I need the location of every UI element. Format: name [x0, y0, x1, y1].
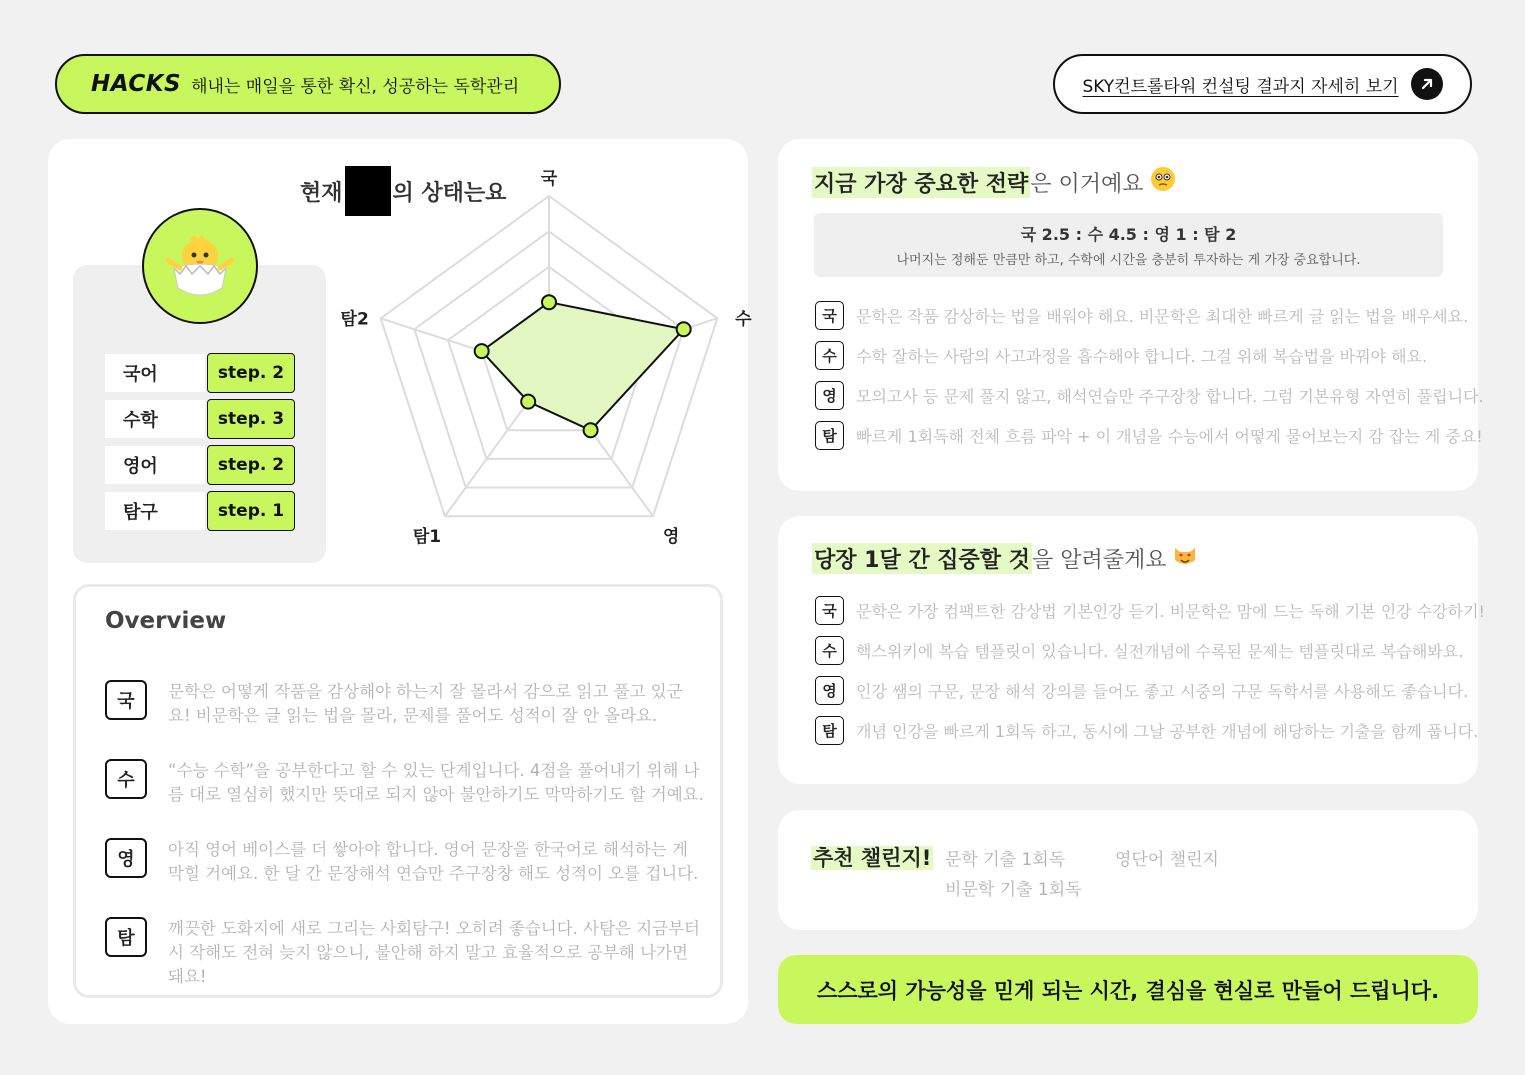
- heart-eyes-cat-icon: [1172, 542, 1198, 574]
- step-badge: step. 2: [207, 353, 295, 393]
- step-badge: step. 1: [207, 491, 295, 531]
- brand-logo: HACKS: [91, 71, 182, 97]
- arrow-up-right-icon[interactable]: [1411, 68, 1443, 100]
- challenge-item[interactable]: 문학 기출 1회독: [945, 850, 1066, 870]
- subject-label: 영어: [105, 446, 205, 484]
- status-title-prefix: 현재: [300, 180, 343, 206]
- strategy-text: 수학 잘하는 사람의 사고과정을 흡수해야 합니다. 그걸 위해 복습법을 바꿔야 해요.: [856, 347, 1428, 366]
- radar-series-area: [482, 302, 684, 430]
- subject-tag: 국: [815, 301, 844, 330]
- radar-point-국: [542, 295, 556, 309]
- strategy-item-inquiry: [815, 421, 1483, 450]
- chick-avatar: [142, 208, 258, 324]
- radar-point-탐2: [475, 344, 489, 358]
- radar-axis-label: 영: [662, 527, 680, 548]
- cta-text[interactable]: 스스로의 가능성을 믿게 되는 시간, 결심을 현실로 만들어 드립니다.: [816, 978, 1440, 1003]
- subject-label: 탐구: [105, 492, 205, 530]
- subject-tag: 영: [815, 676, 844, 705]
- consulting-link-label[interactable]: SKY컨트롤타워 컨설팅 결과지 자세히 보기: [1082, 76, 1399, 97]
- thinking-face-icon: [1150, 166, 1176, 198]
- brand-tagline: 해내는 매일을 통한 확신, 성공하는 독학관리: [191, 76, 520, 97]
- radar-point-영: [584, 423, 598, 437]
- radar-point-수: [677, 322, 691, 336]
- subject-tag: 탐: [105, 917, 147, 957]
- strategy-title-highlight: 지금 가장 중요한 전략: [812, 167, 1030, 198]
- radar-axis-label: 탐2: [340, 309, 369, 330]
- overview-title: Overview: [105, 608, 227, 634]
- strategy-title: [812, 166, 1176, 198]
- consulting-result-link[interactable]: [1053, 54, 1472, 114]
- focus-title: [812, 542, 1198, 574]
- focus-title-highlight: 당장 1달 간 집중할 것: [812, 543, 1032, 574]
- subject-tag: 수: [105, 759, 147, 799]
- focus-item-inquiry: [815, 716, 1478, 745]
- brand-banner: [55, 54, 561, 114]
- cta-banner[interactable]: [778, 955, 1478, 1024]
- focus-title-rest: 을 알려줄게요: [1031, 547, 1167, 573]
- overview-text: 깨끗한 도화지에 새로 그리는 사회탐구! 오히려 좋습니다. 사탐은 지금부터 시 작해도 전혀 늦지 않으니, 불안해 하지 말고 효율적으로 공부해 나가면 돼요!: [168, 919, 700, 986]
- focus-text: 문학은 가장 컴팩트한 감상법 기본인강 듣기. 비문학은 맘에 드는 독해 기본 인강 수강하기!: [856, 602, 1485, 621]
- study-ratio-note: 나머지는 정해둔 만큼만 하고, 수학에 시간을 충분히 투자하는 게 가장 중요합니다.: [896, 253, 1361, 268]
- challenge-label: [811, 842, 933, 872]
- overview-item-inquiry: [105, 917, 705, 989]
- step-row-english: [105, 445, 295, 485]
- study-ratio-box: [814, 213, 1443, 277]
- step-badge: step. 3: [207, 399, 295, 439]
- subject-tag: 탐: [815, 421, 844, 450]
- step-badge: step. 2: [207, 445, 295, 485]
- step-row-math: [105, 399, 295, 439]
- focus-item-korean: [815, 596, 1485, 625]
- strategy-text: 문학은 작품 감상하는 법을 배워야 해요. 비문학은 최대한 빠르게 글 읽는 법을 배우세요.: [856, 307, 1469, 326]
- strategy-text: 빠르게 1회독해 전체 흐름 파악 + 이 개념을 수능에서 어떻게 물어보는지 감 잡는 게 중요!: [856, 427, 1483, 446]
- overview-item-english: [105, 838, 705, 886]
- subject-tag: 국: [815, 596, 844, 625]
- overview-text: 아직 영어 베이스를 더 쌓아야 합니다. 영어 문장을 한국어로 해석하는 게 막힐 거예요. 한 달 간 문장해석 연습만 주구장창 해도 성적이 오를 겁니다.: [168, 840, 699, 883]
- step-row-inquiry: [105, 491, 295, 531]
- focus-text: 개념 인강을 빠르게 1회독 하고, 동시에 그날 공부한 개념에 해당하는 기출을 함께 풉니다.: [856, 722, 1479, 741]
- challenge-label-text: 추천 챌린지!: [813, 846, 932, 870]
- subject-label: 국어: [105, 354, 205, 392]
- strategy-item-math: [815, 341, 1427, 370]
- radar-axis-label: 탐1: [412, 527, 442, 548]
- overview-text: 문학은 어떻게 작품을 감상해야 하는지 잘 몰라서 감으로 읽고 풀고 있군요! 비문학은 글 읽는 법을 몰라, 문제를 풀어도 성적이 잘 안 올라요.: [168, 682, 683, 725]
- strategy-title-rest: 은 이거예요: [1030, 171, 1144, 197]
- strategy-item-korean: [815, 301, 1468, 330]
- radar-axis-label: 국: [540, 169, 558, 189]
- challenge-item[interactable]: 영단어 챌린지: [1115, 850, 1219, 870]
- study-ratio: 국 2.5 : 수 4.5 : 영 1 : 탐 2: [1020, 225, 1237, 244]
- overview-item-math: [105, 759, 705, 807]
- focus-item-math: [815, 636, 1463, 665]
- hatching-chick-icon: [160, 226, 240, 306]
- subject-label: 수학: [105, 400, 205, 438]
- step-row-korean: [105, 353, 295, 393]
- radar-axis-label: 수: [735, 309, 752, 330]
- overview-item-korean: [105, 680, 705, 728]
- strategy-item-english: [815, 381, 1484, 410]
- subject-tag: 수: [815, 341, 844, 370]
- subject-tag: 영: [815, 381, 844, 410]
- subject-tag: 영: [105, 838, 147, 878]
- radar-point-탐1: [521, 395, 535, 409]
- subject-tag: 탐: [815, 716, 844, 745]
- focus-text: 핵스위키에 복습 템플릿이 있습니다. 실전개념에 수록된 문제는 템플릿대로 복습해봐요.: [856, 642, 1464, 661]
- focus-item-english: [815, 676, 1468, 705]
- subject-tag: 국: [105, 680, 147, 720]
- radar-series: [475, 295, 691, 437]
- subject-tag: 수: [815, 636, 844, 665]
- challenge-item[interactable]: 비문학 기출 1회독: [945, 880, 1082, 900]
- focus-text: 인강 쌤의 구문, 문장 해석 강의를 들어도 좋고 시중의 구문 독학서를 사용해도 좋습니다.: [856, 682, 1469, 701]
- status-title-suffix: 의 상태는요: [392, 180, 507, 206]
- overview-text: “수능 수학”을 공부한다고 할 수 있는 단계입니다. 4점을 풀어내기 위해 나름 대로 열심히 했지만 뜻대로 되지 않아 불안하기도 막막하기도 할 거예요.: [168, 761, 704, 804]
- strategy-text: 모의고사 등 문제 풀지 않고, 해석연습만 주구장창 합니다. 그럼 기본유형 자연히 풀립니다.: [856, 387, 1484, 406]
